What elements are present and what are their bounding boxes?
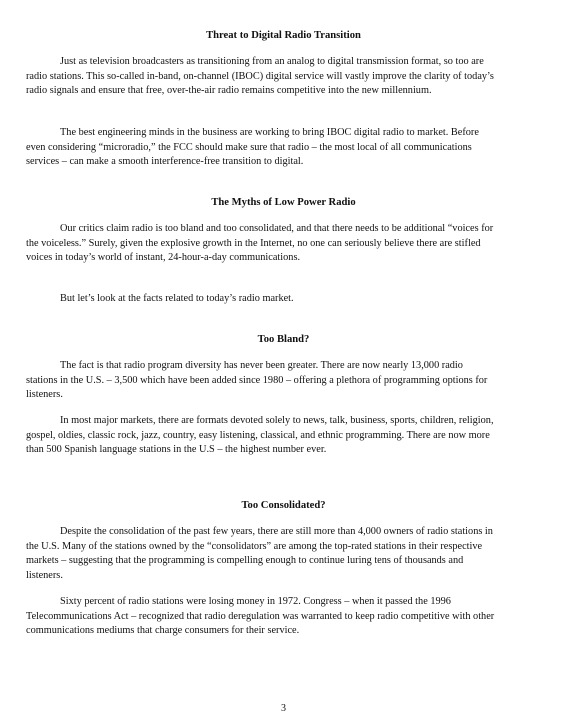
paragraph-program-diversity: The fact is that radio program diversity has never been greater. There are now nearly 13,000 radio stations in the U.S. – 3,500 which have been added since 1980 – offering a plethora of programming options for listeners. — [26, 360, 488, 401]
page-number: 3 — [281, 703, 286, 714]
section-heading-digital-radio-transition: Threat to Digital Radio Transition — [206, 30, 361, 41]
paragraph-engineering-minds: The best engineering minds in the business are working to bring IBOC digital radio to market. Before even considering “microradio,” the FCC should make sure that radio – the most local of all communications services – can make a smooth interference-free transition to digital. — [26, 127, 479, 168]
paragraph-major-markets-formats: In most major markets, there are formats devoted solely to news, talk, business, sports, children, religion, gospel, oldies, classic rock, jazz, country, easy listening, classical, and ethnic programming. There are now more than 500 Spanish language stations in the U.S – the highest number ever. — [26, 415, 494, 456]
section-heading-too-bland: Too Bland? — [257, 334, 310, 345]
paragraph-iboc-transition: Just as television broadcasters as transitioning from an analog to digital transmission format, so too are radio stations. This so-called in-band, on-channel (IBOC) digital service will vastly improve the clarity of today’s radio signals and ensure that free, over-the-air radio remains competitive into the new millennium. — [26, 56, 494, 97]
paragraph-station-owners: Despite the consolidation of the past few years, there are still more than 4,000 owners of radio stations in the U.S. Many of the stations owned by the “consolidators” are among the top-rated stations in their respective markets – suggesting that the programming is compelling enough to continue luring tens of thousands and listeners. — [26, 526, 493, 581]
paragraph-telecommunications-act: Sixty percent of radio stations were losing money in 1972. Congress – when it passed the 1996 Telecommunications Act – recognized that radio deregulation was warranted to keep radio competitive with other communications mediums that charge consumers for their service. — [26, 596, 495, 637]
section-heading-myths-low-power-radio: The Myths of Low Power Radio — [211, 197, 356, 208]
paragraph-look-at-facts: But let’s look at the facts related to today’s radio market. — [60, 293, 294, 304]
paragraph-critics-claim: Our critics claim radio is too bland and too consolidated, and that there needs to be additional “voices for the voiceless.” Surely, given the explosive growth in the Internet, no one can seriously believe there are stifled voices in today’s world of instant, 24-hour-a-day communications. — [26, 223, 494, 264]
section-heading-too-consolidated: Too Consolidated? — [241, 500, 326, 511]
